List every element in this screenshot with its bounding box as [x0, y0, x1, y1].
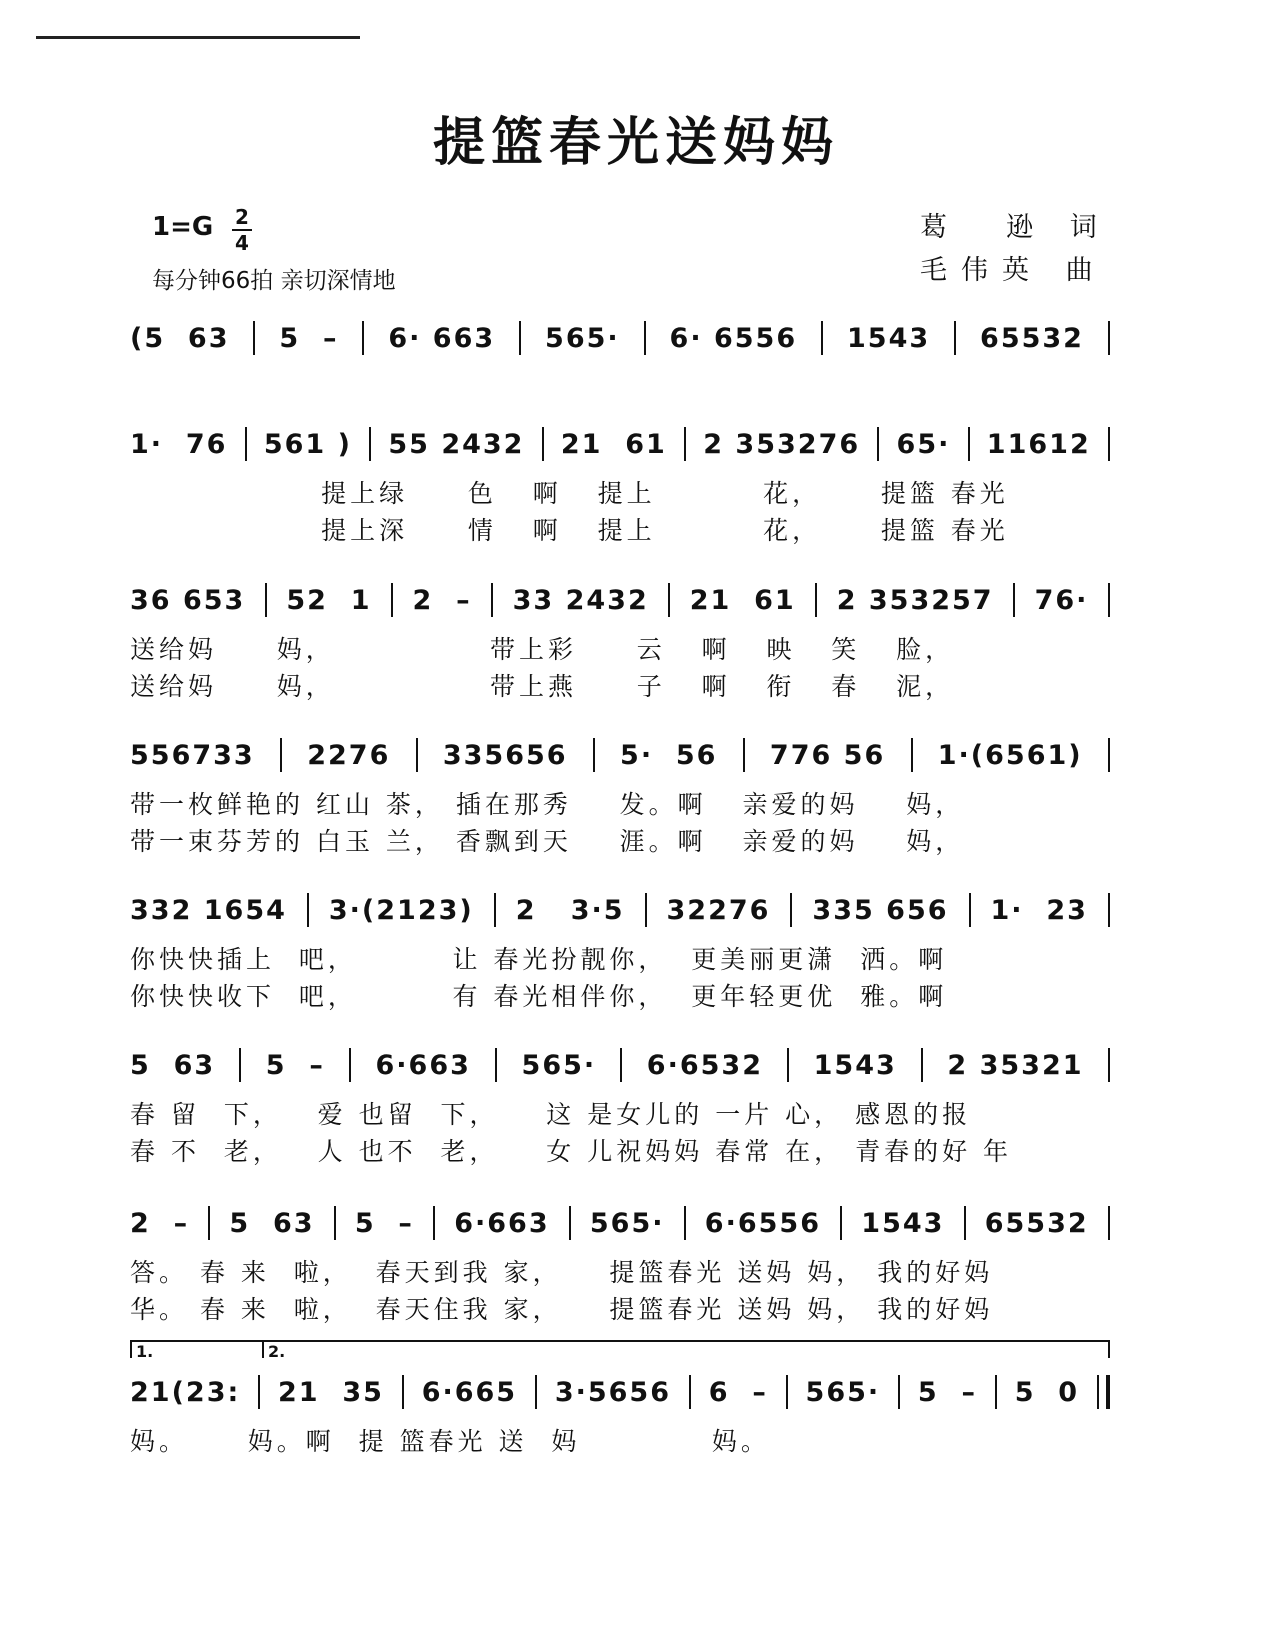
lyric-line: 华。 春 来 啦， 春天住我 家， 提篮春光 送妈 妈， 我的好妈 [130, 1295, 994, 1324]
composer-credit: 毛伟英 曲 [920, 255, 1107, 286]
barline [620, 1048, 622, 1082]
barline [569, 1206, 571, 1240]
lyric-line: 带一束芬芳的 白玉 兰， 香飘到天 涯。啊 亲爱的妈 妈， [130, 827, 965, 856]
barline [689, 1375, 691, 1409]
measure: 65532 [980, 322, 1084, 354]
barline [684, 1206, 686, 1240]
notation-line [130, 1045, 1110, 1085]
time-bottom: 4 [235, 231, 249, 255]
barline [968, 427, 970, 461]
measure: 65· [896, 428, 951, 460]
measure: 76· [1034, 584, 1089, 616]
measure: 6·665 [421, 1376, 518, 1408]
measure: 21 35 [278, 1376, 384, 1408]
barline [964, 1206, 966, 1240]
barline [265, 583, 267, 617]
lyric-line: 送给妈 妈， 带上彩 云 啊 映 笑 脸， [130, 635, 955, 664]
notation-line [130, 890, 1110, 930]
barline [815, 583, 817, 617]
notation-line [130, 1372, 1110, 1412]
measure: 5· 56 [620, 739, 718, 771]
measure: 2 3·5 [515, 894, 625, 926]
lyricist-credit: 葛 逊 词 [920, 212, 1111, 243]
barline [253, 321, 255, 355]
measure: 3·5656 [554, 1376, 672, 1408]
measure: 5 – [917, 1376, 977, 1408]
lyric-line: 妈。 妈。啊 提 篮春光 送 妈 妈。 [130, 1427, 770, 1456]
measure: 21 61 [560, 428, 667, 460]
barline [307, 893, 309, 927]
barline [743, 738, 745, 772]
measure: 565· [589, 1207, 665, 1239]
measure: 65532 [984, 1207, 1089, 1239]
measure: 5 – [279, 322, 339, 354]
measure: 565· [805, 1376, 881, 1408]
measure: 2 35321 [947, 1049, 1084, 1081]
measure: 5 – [354, 1207, 414, 1239]
lyric-line: 春 留 下， 爱 也留 下， 这 是女儿的 一片 心， 感恩的报 [130, 1100, 972, 1129]
barline [433, 1206, 435, 1240]
barline [995, 1375, 997, 1409]
measure: 52 1 [286, 584, 372, 616]
measure: (5 63 [130, 322, 230, 354]
barline [787, 1048, 789, 1082]
measure: 2 353257 [836, 584, 994, 616]
measure: 6·6556 [704, 1207, 821, 1239]
volta-second-label: 2. [268, 1342, 286, 1361]
measure: 565· [521, 1049, 597, 1081]
measure: 2276 [307, 739, 391, 771]
measure: 6·663 [454, 1207, 550, 1239]
barline [334, 1206, 336, 1240]
measure: 3·(2123) [328, 894, 474, 926]
measure: 565· [545, 322, 620, 354]
lyric-line: 答。 春 来 啦， 春天到我 家， 提篮春光 送妈 妈， 我的好妈 [130, 1258, 994, 1287]
barline [542, 427, 544, 461]
barline [369, 427, 371, 461]
measure: 5 – [265, 1049, 325, 1081]
barline [969, 893, 971, 927]
measure: 5 63 [229, 1207, 315, 1239]
lyric-line: 提上绿 色 啊 提上 花， 提篮 春光 [130, 479, 1009, 508]
measure: 1· 76 [130, 428, 228, 460]
measure: 1· 23 [990, 894, 1088, 926]
measure: 21(23: [130, 1376, 241, 1408]
barline [1108, 738, 1110, 772]
tempo-marking: 每分钟66拍 亲切深情地 [152, 268, 396, 294]
barline [668, 583, 670, 617]
measure: 2 353276 [703, 428, 861, 460]
barline [258, 1375, 260, 1409]
key-signature: 1=G [152, 212, 214, 242]
barline [1108, 893, 1110, 927]
barline [840, 1206, 842, 1240]
measure: 6·663 [375, 1049, 471, 1081]
volta-brackets [130, 1340, 1110, 1361]
time-top: 2 [235, 205, 249, 229]
measure: 11612 [986, 428, 1091, 460]
measure: 55 2432 [388, 428, 525, 460]
barline [821, 321, 823, 355]
barline [239, 1048, 241, 1082]
lyric-line: 你快快插上 吧， 让 春光扮靓你， 更美丽更潇 洒。啊 [130, 945, 948, 974]
barline [280, 738, 282, 772]
measure: 5 63 [130, 1049, 216, 1081]
barline [645, 893, 647, 927]
barline [644, 321, 646, 355]
barline [1108, 583, 1110, 617]
barline [494, 893, 496, 927]
barline [208, 1206, 210, 1240]
barline [954, 321, 956, 355]
measure: 561 ) [263, 428, 352, 460]
barline [495, 1048, 497, 1082]
barline [1013, 583, 1015, 617]
barline [391, 583, 393, 617]
measure: 36 653 [130, 584, 246, 616]
measure: 6· 6556 [669, 322, 798, 354]
barline [790, 893, 792, 927]
measure: 2 – [130, 1207, 190, 1239]
barline [245, 427, 247, 461]
barline [1108, 427, 1110, 461]
measure: 2 – [412, 584, 472, 616]
barline [911, 738, 913, 772]
measure: 335656 [442, 739, 568, 771]
measure: 33 2432 [512, 584, 649, 616]
barline [1108, 1206, 1110, 1240]
measure: 556733 [130, 739, 255, 771]
measure: 335 656 [812, 894, 949, 926]
barline [535, 1375, 537, 1409]
barline [519, 321, 521, 355]
barline [593, 738, 595, 772]
lyric-line: 春 不 老， 人 也不 老， 女 儿祝妈妈 春常 在， 青春的好 年 [130, 1137, 1013, 1166]
notation-line [130, 735, 1110, 775]
barline [1108, 1048, 1110, 1082]
barline [898, 1375, 900, 1409]
lyric-line: 带一枚鲜艳的 红山 茶， 插在那秀 发。啊 亲爱的妈 妈， [130, 790, 965, 819]
lyric-line: 你快快收下 吧， 有 春光相伴你， 更年轻更优 雅。啊 [130, 982, 948, 1011]
measure: 1543 [813, 1049, 897, 1081]
barline [491, 583, 493, 617]
measure: 6 – [708, 1376, 768, 1408]
measure: 32276 [666, 894, 771, 926]
measure: 5 0 [1014, 1376, 1080, 1408]
barline [786, 1375, 788, 1409]
measure: 6·6532 [646, 1049, 763, 1081]
time-signature [232, 206, 252, 254]
notation-line [130, 580, 1110, 620]
barline [877, 427, 879, 461]
lyric-line: 提上深 情 啊 提上 花， 提篮 春光 [130, 516, 1009, 545]
barline [349, 1048, 351, 1082]
measure: 332 1654 [130, 894, 287, 926]
barline [362, 321, 364, 355]
song-title: 提篮春光送妈妈 [432, 113, 839, 173]
lyric-line: 送给妈 妈， 带上燕 子 啊 衔 春 泥， [130, 672, 955, 701]
measure: 6· 663 [388, 322, 496, 354]
measure: 1543 [861, 1207, 945, 1239]
measure: 1·(6561) [937, 739, 1083, 771]
barline [416, 738, 418, 772]
notation-line [130, 318, 1110, 358]
measure: 776 56 [769, 739, 886, 771]
barline [402, 1375, 404, 1409]
barline [1097, 1375, 1110, 1409]
notation-line [130, 424, 1110, 464]
barline [1108, 321, 1110, 355]
volta-first-label: 1. [136, 1342, 154, 1361]
barline [684, 427, 686, 461]
measure: 21 61 [689, 584, 796, 616]
measure: 1543 [847, 322, 931, 354]
notation-line [130, 1203, 1110, 1243]
barline [921, 1048, 923, 1082]
top-rule [36, 36, 360, 39]
